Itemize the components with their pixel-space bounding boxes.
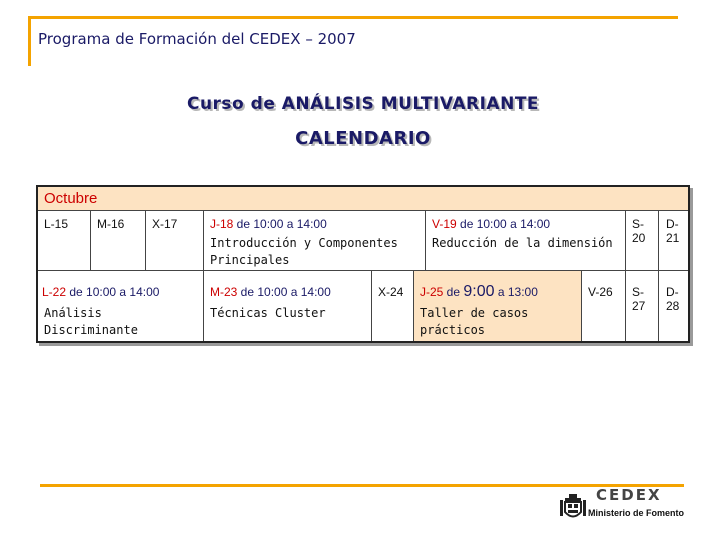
day-label: X-24 <box>378 285 404 299</box>
cell-x17 <box>146 211 204 271</box>
cell-d28 <box>659 271 688 341</box>
session-title: Análisis Discriminante <box>44 306 138 337</box>
session-time: de 10:00 a 14:00 <box>66 285 160 299</box>
ministry-label: Ministerio de Fomento <box>588 508 685 518</box>
day-label: L-15 <box>44 217 69 231</box>
day-label: S-20 <box>632 217 646 245</box>
program-title: Programa de Formación del CEDEX – 2007 <box>38 30 356 48</box>
day-label: S-27 <box>632 285 646 313</box>
session-title: Técnicas Cluster <box>210 306 326 320</box>
session-de: de <box>443 285 464 299</box>
session-title: Reducción de la dimensión <box>432 236 613 250</box>
cell-s27 <box>626 271 659 341</box>
calendar-title: CALENDARIO <box>295 128 431 149</box>
day-label: M-16 <box>97 217 125 231</box>
session-time: de 10:00 a 14:00 <box>237 285 331 299</box>
session-schedule <box>210 285 331 299</box>
month-header <box>38 187 688 211</box>
month-label: Octubre <box>44 190 98 207</box>
cell-x24 <box>372 271 414 341</box>
session-schedule <box>432 217 550 231</box>
session-day: L-22 <box>42 285 67 299</box>
top-frame-rule <box>28 16 678 19</box>
left-frame-rule <box>28 16 31 66</box>
cell-v19 <box>426 211 626 271</box>
session-schedule <box>420 283 538 301</box>
day-label: D-21 <box>666 217 680 245</box>
session-schedule <box>42 285 159 299</box>
cell-j25 <box>414 271 582 341</box>
cedex-logo <box>560 486 690 526</box>
session-day: J-25 <box>420 285 444 299</box>
cell-m23 <box>204 271 372 341</box>
cell-s20 <box>626 211 659 271</box>
session-day: V-19 <box>432 217 457 231</box>
session-schedule <box>210 217 327 231</box>
session-title: Taller de casos prácticos <box>420 306 529 337</box>
cell-j18 <box>204 211 426 271</box>
day-label: X-17 <box>152 217 178 231</box>
session-time: de 10:00 a 14:00 <box>456 217 551 231</box>
cell-m16 <box>91 211 146 271</box>
session-day: J-18 <box>210 217 234 231</box>
cell-d21 <box>659 211 688 271</box>
day-label: V-26 <box>588 285 613 299</box>
cedex-wordmark: CEDEX <box>596 486 662 504</box>
cell-v26 <box>582 271 626 341</box>
session-time-end: a 13:00 <box>494 285 538 299</box>
session-time: de 10:00 a 14:00 <box>233 217 327 231</box>
cell-l15 <box>38 211 91 271</box>
session-title: Introducción y Componentes Principales <box>210 236 398 267</box>
session-day: M-23 <box>210 285 238 299</box>
coat-of-arms-icon <box>560 494 586 522</box>
calendar-table <box>36 185 690 343</box>
session-start-time: 9:00 <box>463 283 495 300</box>
cell-l22 <box>38 271 204 341</box>
course-title: Curso de ANÁLISIS MULTIVARIANTE <box>186 94 540 114</box>
day-label: D-28 <box>666 285 680 313</box>
